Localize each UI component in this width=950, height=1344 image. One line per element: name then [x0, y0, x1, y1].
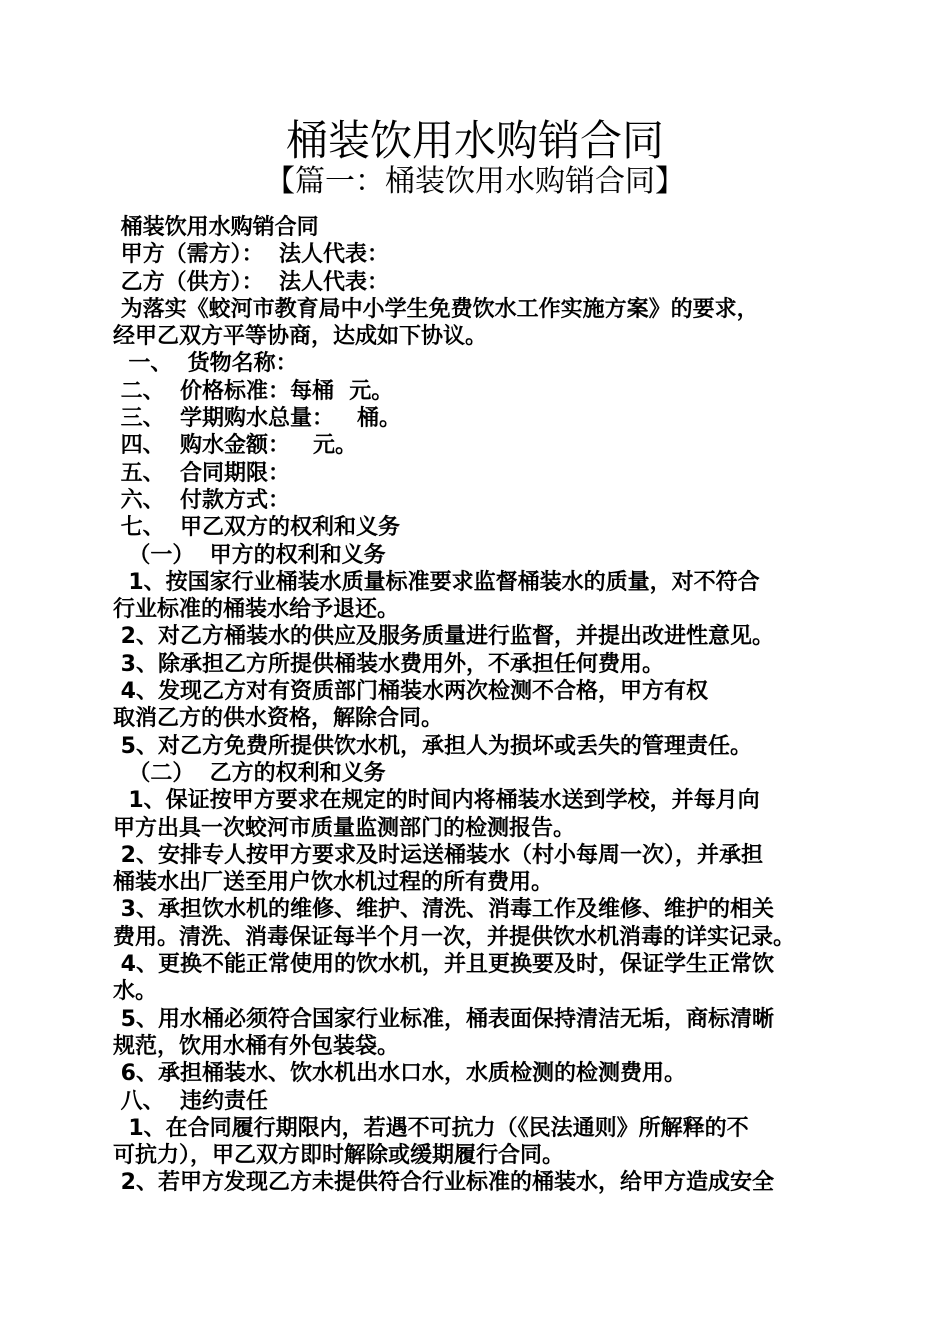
text-line: 3、承担饮水机的维修、维护、清洗、消毒工作及维修、维护的相关	[113, 897, 774, 923]
text-line: 三、 学期购水总量： 桶。	[113, 406, 401, 432]
text-line: 可抗力），甲乙双方即时解除或缓期履行合同。	[113, 1143, 565, 1169]
text-line: 乙方（供方）： 法人代表：	[113, 269, 389, 295]
text-line: 七、 甲乙双方的权利和义务	[113, 515, 400, 541]
text-line: 6、承担桶装水、饮水机出水口水，水质检测的检测费用。	[113, 1061, 686, 1087]
text-line: 甲方（需方）： 法人代表：	[113, 242, 389, 268]
text-line: 行业标准的桶装水给予退还。	[113, 597, 400, 623]
text-line: 一、 货物名称：	[113, 351, 298, 377]
text-line: 费用。清洗、消毒保证每半个月一次，并提供饮水机消毒的详实记录。	[113, 924, 796, 950]
text-line: 2、对乙方桶装水的供应及服务质量进行监督，并提出改进性意见。	[113, 624, 774, 650]
text-line: 桶装水出厂送至用户饮水机过程的所有费用。	[113, 870, 554, 896]
text-line: 二、 价格标准：每桶 元。	[113, 378, 394, 404]
document-subtitle: 【篇一：桶装饮用水购销合同】	[265, 164, 685, 199]
text-line: 五、 合同期限：	[113, 460, 290, 486]
text-line: 桶装饮用水购销合同	[113, 215, 319, 240]
text-line: 水。	[113, 979, 158, 1005]
text-line: （一） 甲方的权利和义务	[113, 542, 386, 568]
contract-body	[113, 214, 853, 1197]
text-line: 为落实《蛟河市教育局中小学生免费饮水工作实施方案》的要求，	[113, 296, 759, 322]
text-line: 5、用水桶必须符合国家行业标准，桶表面保持清洁无垢，商标清晰	[113, 1006, 774, 1032]
text-line: 六、 付款方式：	[113, 487, 290, 513]
text-line: 甲方出具一次蛟河市质量监测部门的检测报告。	[113, 815, 576, 841]
text-line: 1、按国家行业桶装水质量标准要求监督桶装水的质量，对不符合	[113, 569, 760, 595]
text-line: 5、对乙方免费所提供饮水机，承担人为损坏或丢失的管理责任。	[113, 733, 752, 759]
text-line: 2、安排专人按甲方要求及时运送桶装水（村小每周一次），并承担	[113, 842, 763, 868]
document-title: 桶装饮用水购销合同	[285, 116, 664, 165]
text-line: 2、若甲方发现乙方未提供符合行业标准的桶装水，给甲方造成安全	[113, 1170, 774, 1196]
text-line: 4、更换不能正常使用的饮水机，并且更换要及时，保证学生正常饮	[113, 952, 774, 978]
text-line: 八、 违约责任	[113, 1088, 268, 1114]
text-line: 经甲乙双方平等协商，达成如下协议。	[113, 324, 488, 350]
text-line: （二） 乙方的权利和义务	[113, 760, 386, 786]
text-line: 1、保证按甲方要求在规定的时间内将桶装水送到学校，并每月向	[113, 788, 760, 814]
text-line: 四、 购水金额： 元。	[113, 433, 357, 459]
text-line: 规范，饮用水桶有外包装袋。	[113, 1033, 400, 1059]
text-line: 取消乙方的供水资格，解除合同。	[113, 706, 444, 732]
text-line: 4、发现乙方对有资质部门桶装水两次检测不合格，甲方有权	[113, 679, 708, 705]
text-line: 3、除承担乙方所提供桶装水费用外，不承担任何费用。	[113, 651, 664, 677]
text-line: 1、在合同履行期限内，若遇不可抗力（《民法通则》所解释的不	[113, 1115, 749, 1141]
